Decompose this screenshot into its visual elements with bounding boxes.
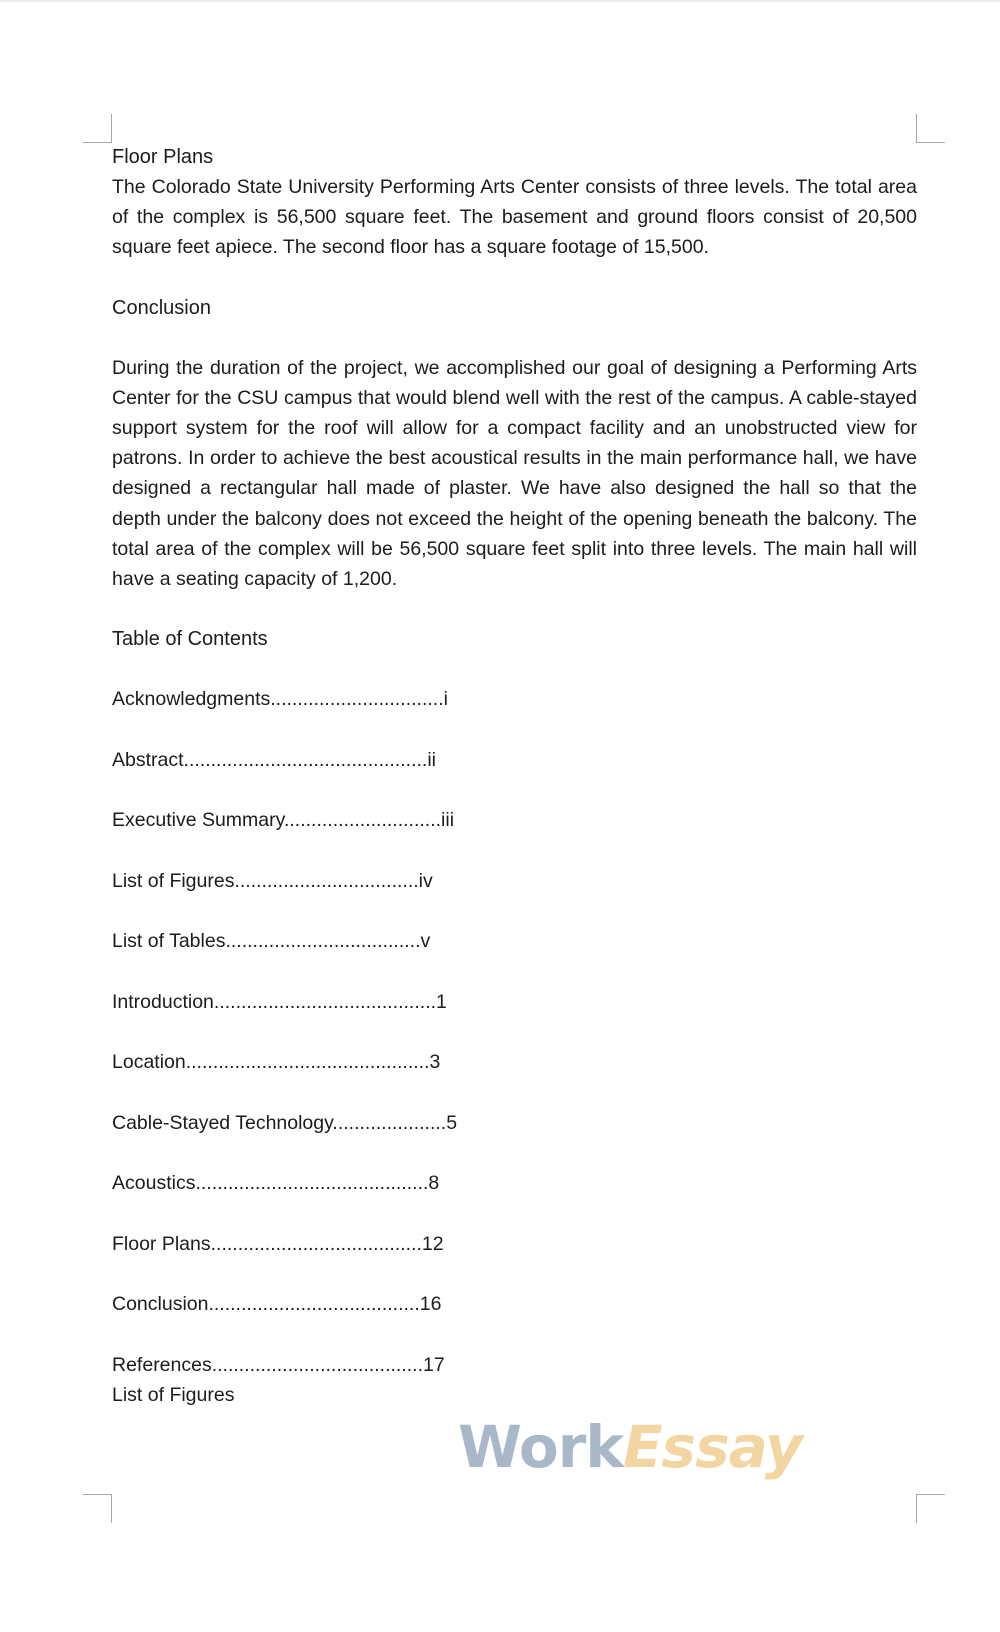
watermark-logo <box>458 1412 802 1482</box>
watermark-work: Work <box>458 1413 623 1481</box>
toc-entry-acoustics: Acoustics...........................................8 <box>112 1172 440 1195</box>
conclusion-paragraph: During the duration of the project, we accomplished our goal of designing a Performing Arts Center for the CSU campus that would blend well with the rest of the campus. A cable-stayed support system for the roof will allow for a compact facility and an unobstructed view for patrons. In order to achieve the best acoustical results in the main performance hall, we have designed a rectangular hall made of plaster. We have also designed the hall so that the depth under the balcony does not exceed the height of the opening beneath the balcony. The total area of the complex will be 56,500 square feet split into three levels. The main hall will have a seating capacity of 1,200. <box>112 356 917 591</box>
toc-entry-cable-stayed-technology: Cable-Stayed Technology.....................5 <box>112 1111 458 1134</box>
margin-corner-top-right <box>916 114 945 143</box>
toc-entry-list-of-tables: List of Tables....................................v <box>112 930 431 953</box>
toc-entry-floor-plans: Floor Plans.......................................12 <box>112 1232 444 1255</box>
toc-entry-acknowledgments: Acknowledgments................................i <box>112 688 448 711</box>
top-divider <box>0 0 1000 2</box>
margin-corner-bottom-right <box>916 1494 945 1523</box>
toc-entry-references: References.......................................17 <box>112 1353 445 1376</box>
table-of-contents <box>112 684 917 1380</box>
toc-entry-executive-summary: Executive Summary.............................iii <box>112 809 455 832</box>
toc-entry-abstract: Abstract.............................................ii <box>112 748 436 771</box>
watermark-essay: Essay <box>622 1413 802 1481</box>
toc-entry-location: Location.............................................3 <box>112 1051 441 1074</box>
toc-entry-conclusion: Conclusion.......................................16 <box>112 1293 442 1316</box>
document-page <box>112 142 917 1410</box>
toc-entry-introduction: Introduction.........................................1 <box>112 990 447 1013</box>
floor-plans-paragraph: The Colorado State University Performing Arts Center consists of three levels. The total area of the complex is 56,500 square feet. The basement and ground floors consist of 20,500 square feet apiece. The second floor has a square footage of 15,500. <box>112 176 917 259</box>
toc-entry-list-of-figures: List of Figures..................................iv <box>112 869 433 892</box>
margin-corner-top-left <box>83 114 112 143</box>
toc-heading: Table of Contents <box>112 628 268 651</box>
floor-plans-heading: Floor Plans <box>112 146 214 168</box>
margin-corner-bottom-left <box>83 1494 112 1523</box>
conclusion-heading: Conclusion <box>112 296 211 319</box>
list-of-figures-heading: List of Figures <box>112 1383 235 1406</box>
